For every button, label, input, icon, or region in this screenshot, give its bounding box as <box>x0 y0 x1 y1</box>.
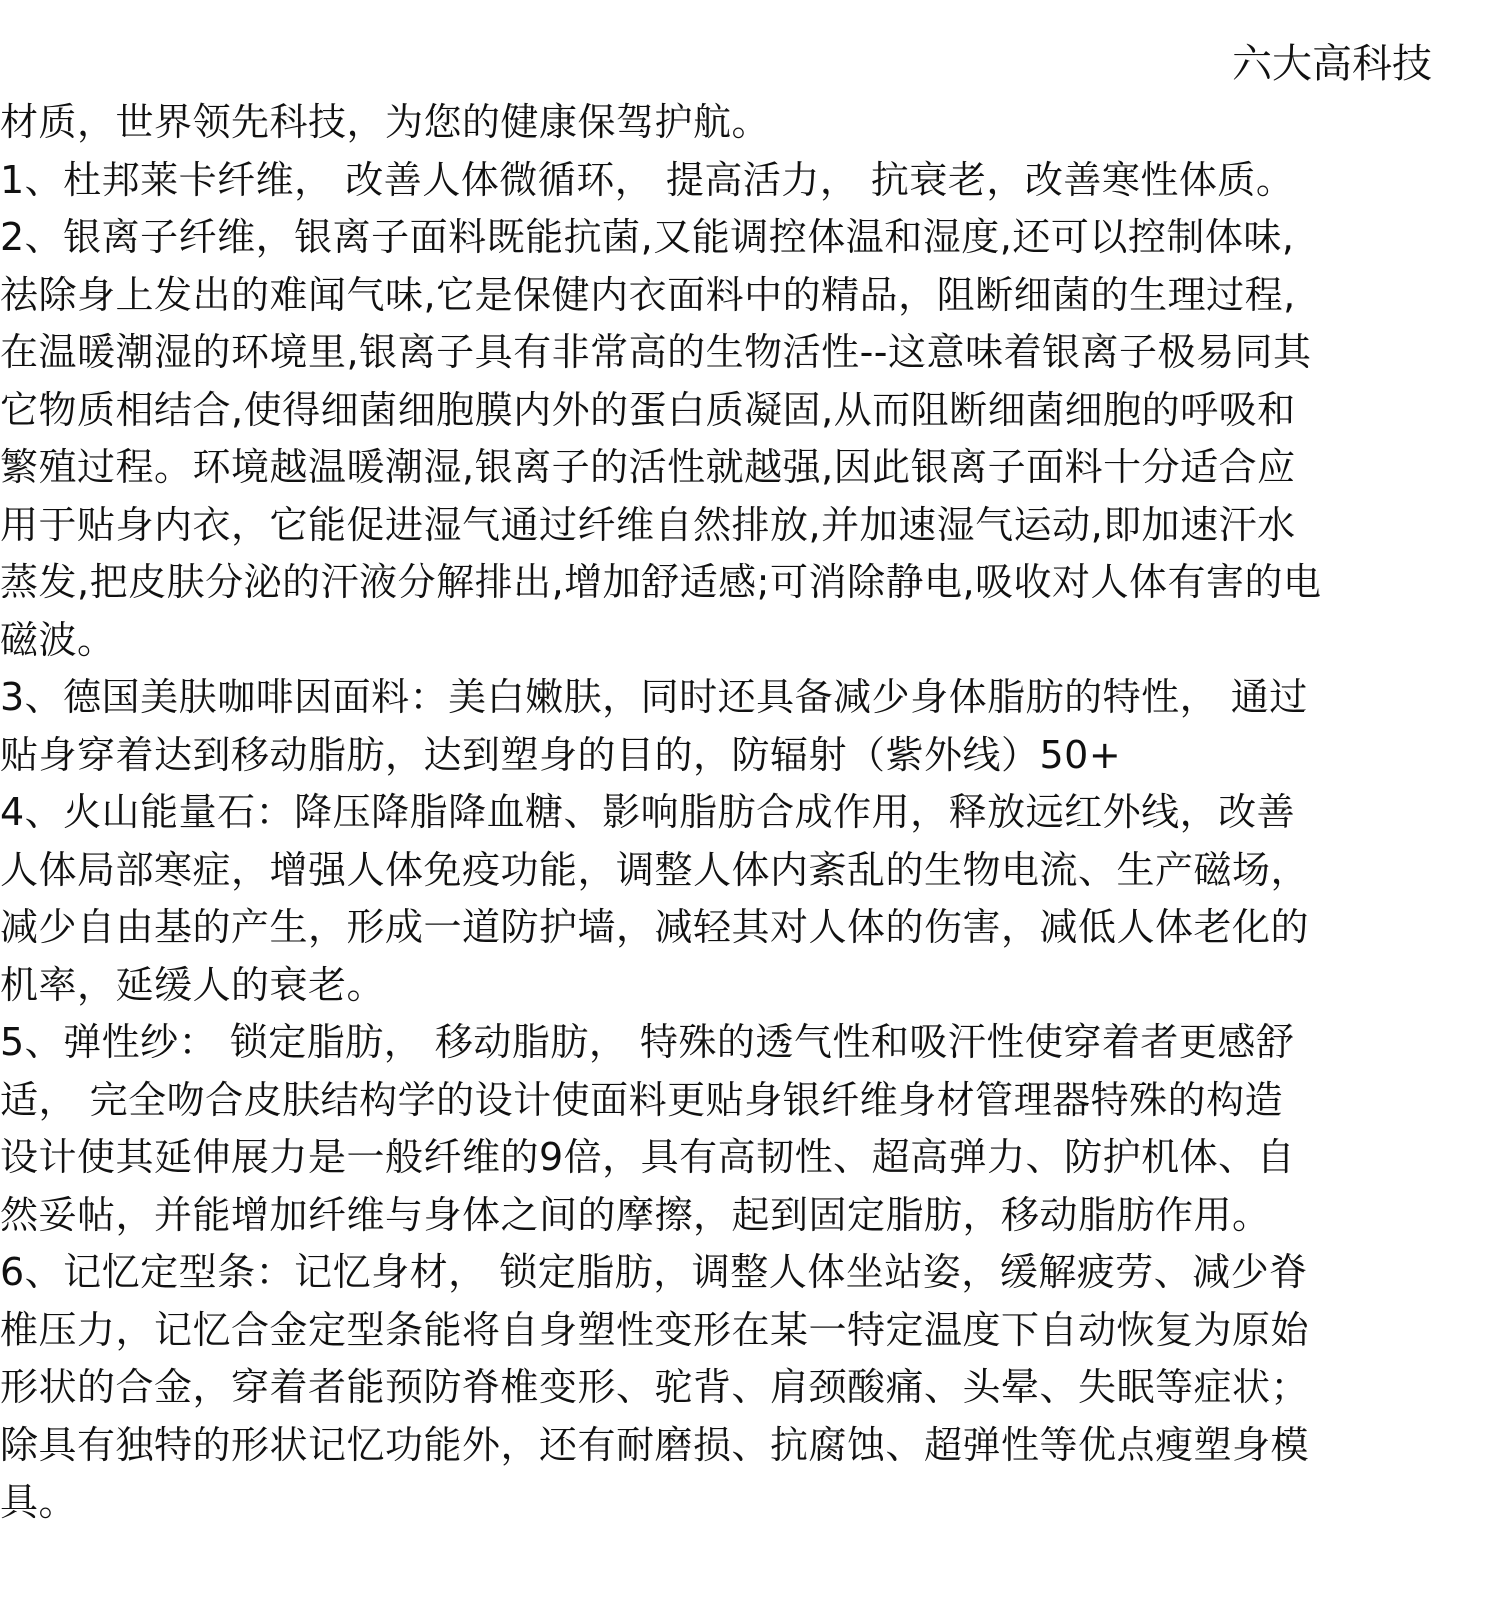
text-line: 它物质相结合,使得细菌细胞膜内外的蛋白质凝固,从而阻断细菌细胞的呼吸和 <box>0 387 1296 432</box>
text-line: 祛除身上发出的难闻气味,它是保健内衣面料中的精品，阻断细菌的生理过程, <box>0 272 1296 317</box>
text-line: 6、记忆定型条：记忆身材， 锁定脂肪，调整人体坐站姿，缓解疲劳、减少脊 <box>0 1250 1308 1294</box>
text-line: 5、弹性纱： 锁定脂肪， 移动脂肪， 特殊的透气性和吸汗性使穿着者更感舒 <box>0 1020 1295 1064</box>
text-line: 在温暖潮湿的环境里,银离子具有非常高的生物活性--这意味着银离子极易同其 <box>0 330 1312 374</box>
text-line: 机率，延缓人的衰老。 <box>0 962 386 1007</box>
text-line: 人体局部寒症，增强人体免疫功能，调整人体内紊乱的生物电流、生产磁场， <box>0 847 1310 892</box>
text-line: 磁波。 <box>0 617 116 662</box>
text-line: 材质，世界领先科技，为您的健康保驾护航。 <box>0 100 771 144</box>
text-line: 适， 完全吻合皮肤结构学的设计使面料更贴身银纤维身材管理器特殊的构造 <box>0 1077 1284 1122</box>
text-line: 椎压力，记忆合金定型条能将自身塑性变形在某一特定温度下自动恢复为原始 <box>0 1307 1310 1352</box>
document-title: 六大高科技 <box>1232 41 1432 87</box>
text-line: 3、德国美肤咖啡因面料：美白嫩肤，同时还具备减少身体脂肪的特性， 通过 <box>0 675 1308 719</box>
text-line: 贴身穿着达到移动脂肪，达到塑身的目的，防辐射（紫外线）50+ <box>0 732 1122 777</box>
text-line: 除具有独特的形状记忆功能外，还有耐磨损、抗腐蚀、超弹性等优点瘦塑身模 <box>0 1422 1310 1467</box>
text-line: 具。 <box>0 1480 78 1524</box>
text-line: 4、火山能量石：降压降脂降血糖、影响脂肪合成作用，释放远红外线，改善 <box>0 790 1296 834</box>
text-line: 减少自由基的产生，形成一道防护墙，减轻其对人体的伤害，减低人体老化的 <box>0 905 1310 949</box>
text-line: 蒸发,把皮肤分泌的汗液分解排出,增加舒适感;可消除静电,吸收对人体有害的电 <box>0 560 1322 604</box>
document-body <box>0 94 1500 1532</box>
text-line: 繁殖过程。环境越温暖潮湿,银离子的活性就越强,因此银离子面料十分适合应 <box>0 445 1296 489</box>
text-line: 1、杜邦莱卡纤维， 改善人体微循环， 提高活力， 抗衰老，改善寒性体质。 <box>0 157 1295 202</box>
text-line: 然妥帖，并能增加纤维与身体之间的摩擦，起到固定脂肪，移动脂肪作用。 <box>0 1192 1271 1237</box>
text-line: 形状的合金，穿着者能预防脊椎变形、驼背、肩颈酸痛、头晕、失眠等症状； <box>0 1365 1310 1409</box>
text-line: 设计使其延伸展力是一般纤维的9倍，具有高韧性、超高弹力、防护机体、自 <box>0 1135 1296 1179</box>
text-line: 用于贴身内衣，它能促进湿气通过纤维自然排放,并加速湿气运动,即加速汗水 <box>0 502 1296 547</box>
text-line: 2、银离子纤维，银离子面料既能抗菌,又能调控体温和湿度,还可以控制体味, <box>0 215 1295 259</box>
